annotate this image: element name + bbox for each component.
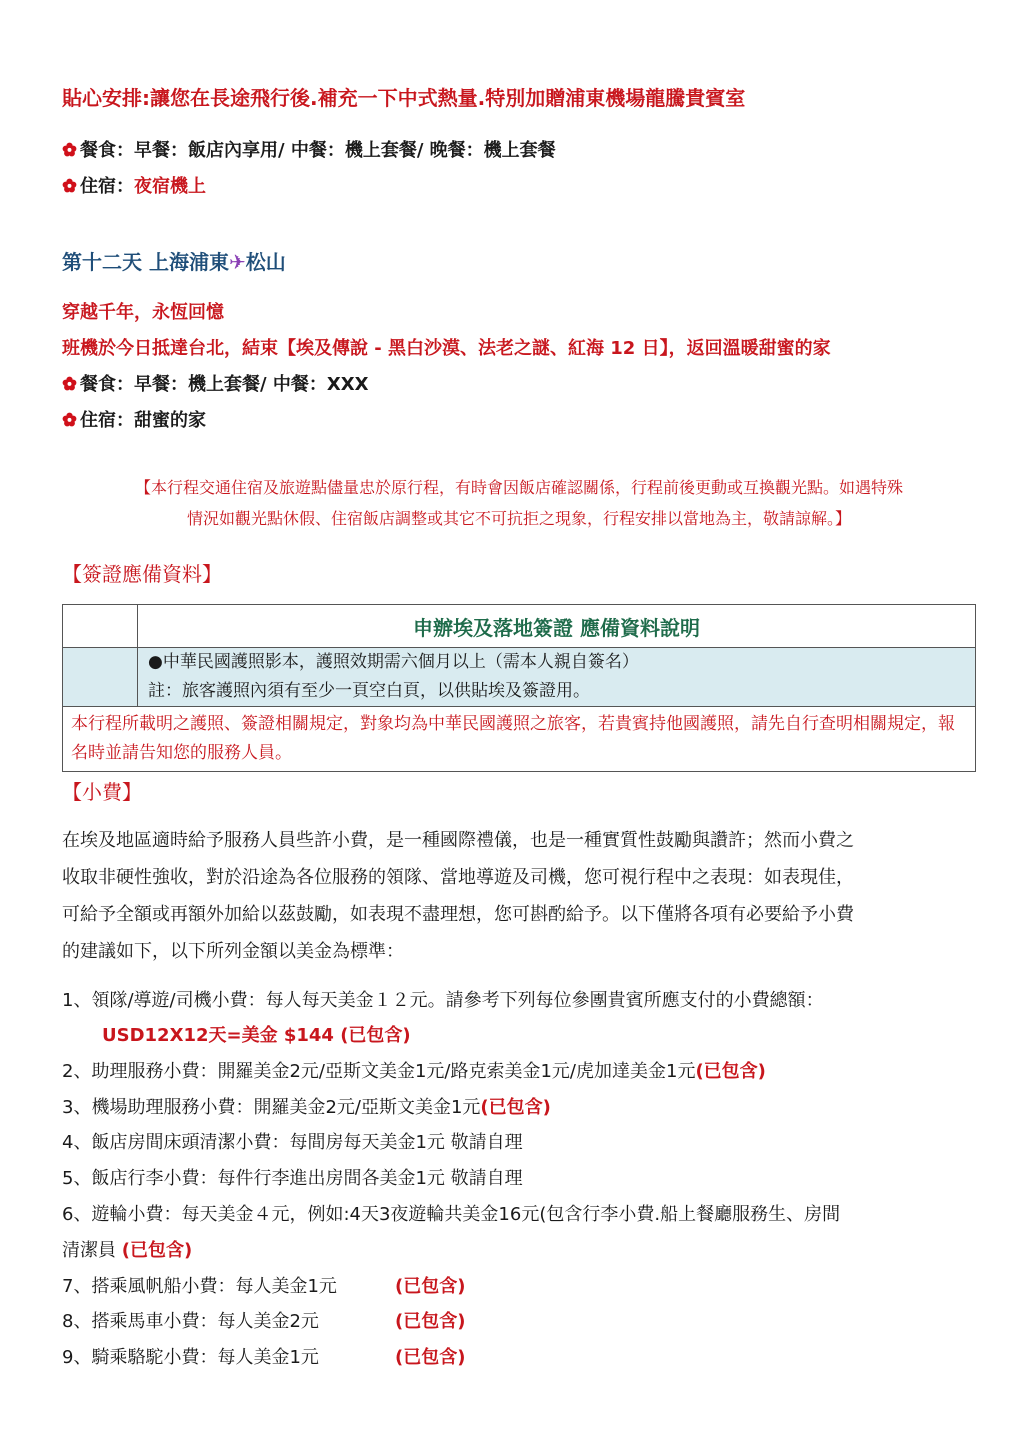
tip-text: 2、助理服務小費：開羅美金2元/亞斯文美金1元/路克索美金1元/虎加達美金1元 [62, 1061, 696, 1082]
tip-item-1: 1、領隊/導遊/司機小費：每人每天美金１２元。請參考下列每位參團貴賓所應支付的小費總額： [62, 990, 824, 1011]
hotel-label: 住宿： [80, 176, 134, 197]
included-badge: (已包含) [395, 1347, 466, 1368]
visa-table-header-row [63, 605, 976, 648]
day12-title-suffix: 松山 [245, 250, 286, 274]
day11-meals-row [62, 136, 556, 162]
arrangement-text: 貼心安排:讓您在長途飛行後.補充一下中式熱量.特別加贈浦東機場龍騰貴賓室 [62, 86, 746, 110]
tip-item-9 [62, 1343, 319, 1369]
visa-heading: 【簽證應備資料】 [62, 562, 222, 586]
visa-note: 本行程所載明之護照、簽證相關規定，對象均為中華民國護照之旅客，若貴賓持他國護照，請先自行查明相關規定，報名時並請告知您的服務人員。 [63, 707, 976, 772]
hotel-label: 住宿： [80, 410, 134, 431]
meals-label: 餐食： [80, 140, 134, 161]
tip-text: 7、搭乘風帆船小費：每人美金1元 [62, 1276, 337, 1297]
tip-item-7 [62, 1272, 337, 1298]
day12-title [62, 246, 286, 275]
tip-item-1-total: USD12X12天=美金 $144 (已包含) [102, 1025, 411, 1046]
tip-item-5: 5、飯店行李小費：每件行李進出房間各美金1元 敬請自理 [62, 1168, 523, 1189]
included-badge: (已包含) [480, 1097, 551, 1118]
tip-item-4: 4、飯店房間床頭清潔小費：每間房每天美金1元 敬請自理 [62, 1132, 523, 1153]
meals-text: 早餐：機上套餐/ 中餐：XXX [134, 374, 369, 395]
day12-desc: 班機於今日抵達台北，結束【埃及傳說 - 黑白沙漠、法老之謎、紅海 12 日】，返回溫暖甜蜜的家 [62, 338, 831, 359]
flower-icon [62, 376, 77, 391]
included-badge: (已包含) [395, 1311, 466, 1332]
visa-table-header: 申辦埃及落地簽證 應備資料說明 [138, 605, 976, 648]
tip-text: 清潔員 [62, 1240, 122, 1261]
tip-text: 9、騎乘駱駝小費：每人美金1元 [62, 1347, 319, 1368]
hotel-text: 甜蜜的家 [134, 410, 206, 431]
day12-hotel-row [62, 406, 206, 432]
itinerary-notice [62, 472, 976, 534]
flower-icon [62, 412, 77, 427]
day12-title-prefix: 第十二天 上海浦東 [62, 250, 229, 274]
day12-subtitle: 穿越千年，永恆回憶 [62, 302, 224, 323]
tip-text: 8、搭乘馬車小費：每人美金2元 [62, 1311, 319, 1332]
hotel-text: 夜宿機上 [134, 176, 206, 197]
visa-items-cell [138, 648, 976, 707]
included-badge: (已包含) [695, 1061, 766, 1082]
visa-table-note-row [63, 707, 976, 772]
paragraph-line: 的建議如下，以下所列金額以美金為標準： [62, 941, 404, 962]
table-cell [63, 605, 138, 648]
tips-paragraph [62, 822, 976, 970]
visa-table [62, 604, 976, 772]
tip-item-2 [62, 1057, 766, 1083]
included-badge: (已包含) [121, 1240, 193, 1261]
notice-line: 【本行程交通住宿及旅遊點儘量忠於原行程，有時會因飯店確認關係，行程前後更動或互換觀光點。如遇特殊 [134, 478, 903, 497]
tip-item-6-cont [62, 1236, 192, 1262]
airplane-icon: ✈ [228, 250, 246, 274]
flower-icon [62, 178, 77, 193]
tip-item-6: 6、遊輪小費：每天美金４元，例如:4天3夜遊輪共美金16元(包含行李小費.船上餐廳服務生、房間 [62, 1204, 841, 1225]
paragraph-line: 收取非硬性強收，對於沿途為各位服務的領隊、當地導遊及司機，您可視行程中之表現：如表現佳， [62, 867, 854, 888]
meals-text: 早餐：飯店內享用/ 中餐：機上套餐/ 晚餐：機上套餐 [134, 140, 556, 161]
notice-line: 情況如觀光點休假、住宿飯店調整或其它不可抗拒之現象，行程安排以當地為主，敬請諒解。】 [186, 509, 851, 528]
tip-item-8 [62, 1307, 319, 1333]
visa-item: 註：旅客護照內須有至少一頁空白頁，以供貼埃及簽證用。 [148, 681, 590, 701]
paragraph-line: 可給予全額或再額外加給以茲鼓勵，如表現不盡理想，您可斟酌給予。以下僅將各項有必要給予小費 [62, 904, 854, 925]
included-badge: (已包含) [395, 1276, 466, 1297]
paragraph-line: 在埃及地區適時給予服務人員些許小費，是一種國際禮儀，也是一種實質性鼓勵與讚許；然而小費之 [62, 830, 854, 851]
tip-item-3 [62, 1093, 551, 1119]
meals-label: 餐食： [80, 374, 134, 395]
tip-text: 3、機場助理服務小費：開羅美金2元/亞斯文美金1元 [62, 1097, 481, 1118]
tips-heading: 【小費】 [62, 780, 142, 804]
visa-item: ●中華民國護照影本，護照效期需六個月以上（需本人親自簽名） [148, 652, 639, 672]
visa-table-row [63, 648, 976, 707]
flower-icon [62, 142, 77, 157]
table-cell [63, 648, 138, 707]
day12-meals-row [62, 370, 368, 396]
day11-hotel-row [62, 172, 206, 198]
